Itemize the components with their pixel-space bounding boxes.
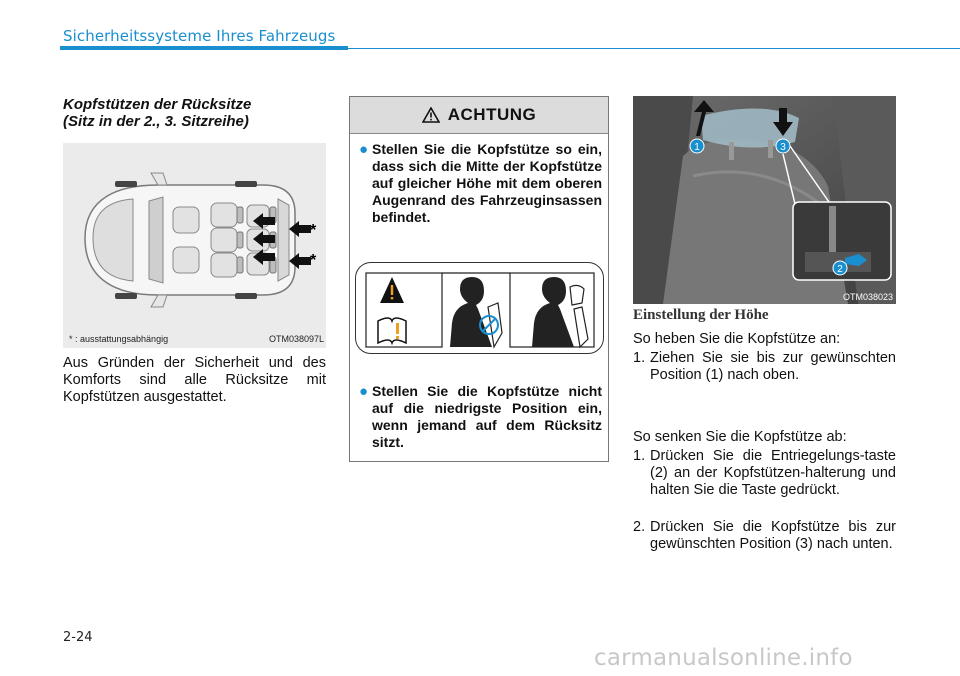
headrest-photo-illustration: [633, 96, 896, 304]
car-top-view-illustration: [63, 143, 326, 348]
step-text: Ziehen Sie sie bis zur gewünschten Position (1) nach oben.: [650, 350, 896, 383]
figure-code: OTM038023: [842, 292, 893, 302]
step-number: 1.: [633, 448, 646, 464]
warning-item: [358, 383, 602, 451]
headrest-adjust-figure: [633, 96, 896, 304]
seat-layout-figure: [63, 143, 326, 348]
marker-1: 1: [694, 142, 700, 153]
warning-item-text: Stellen Sie die Kopfstütze so ein, dass sich die Mitte der Kopfstütze auf gleicher Höhe mit dem oberen Augenrand des Fahrzeuginsassen befindet.: [372, 141, 602, 225]
asterisk-mark: *: [310, 252, 317, 269]
warning-triangle-icon: [422, 107, 440, 123]
raise-intro: So heben Sie die Kopfstütze an:: [633, 331, 841, 347]
lower-intro: So senken Sie die Kopfstütze ab:: [633, 429, 847, 445]
step-number: 2.: [633, 519, 646, 535]
marker-3: 3: [780, 142, 786, 153]
figure-note: * : ausstattungsabhängig: [69, 334, 169, 344]
bullet-dot-icon: ●: [359, 383, 369, 400]
warning-item-text: Stellen Sie die Kopfstütze nicht auf die niedrigste Position ein, wenn jemand auf dem Rücksitz sitzt.: [372, 383, 602, 450]
lower-step: [633, 519, 896, 553]
step-number: 1.: [633, 350, 646, 366]
headrest-position-illustration: [356, 263, 602, 352]
page-number: 2-24: [63, 630, 93, 645]
step-text: Drücken Sie die Entriegelungs-taste (2) an der Kopfstützen-halterung und halten Sie die Taste gedrückt.: [650, 448, 896, 498]
body-paragraph: Aus Gründen der Sicherheit und des Komforts sind alle Rücksitze mit Kopfstützen ausgestattet.: [63, 355, 326, 405]
marker-2: 2: [837, 264, 843, 275]
chapter-title: Sicherheitssysteme Ihres Fahrzeugs: [63, 27, 336, 45]
figure-code: OTM038097L: [268, 334, 324, 344]
warning-title: ACHTUNG: [447, 105, 537, 124]
subheading-height: Einstellung der Höhe: [633, 307, 769, 323]
asterisk-mark: *: [310, 222, 317, 239]
step-text: Drücken Sie die Kopfstütze bis zur gewünschten Position (3) nach unten.: [650, 519, 896, 552]
header-rule-accent: [60, 46, 348, 50]
section-title: [63, 96, 333, 130]
header-rule: [348, 48, 960, 49]
section-title-line1: Kopfstützen der Rücksitze: [63, 96, 252, 113]
manual-warning-icon: [378, 277, 406, 343]
bullet-dot-icon: ●: [359, 141, 369, 158]
warning-item: [358, 141, 602, 226]
warning-header: [350, 97, 608, 134]
lower-step: [633, 448, 896, 499]
warning-illustration: [355, 262, 604, 354]
watermark: carmanualsonline.info: [594, 645, 853, 671]
warning-box: [349, 96, 609, 462]
raise-step: [633, 350, 896, 384]
section-title-line2: (Sitz in der 2., 3. Sitzreihe): [63, 113, 249, 130]
